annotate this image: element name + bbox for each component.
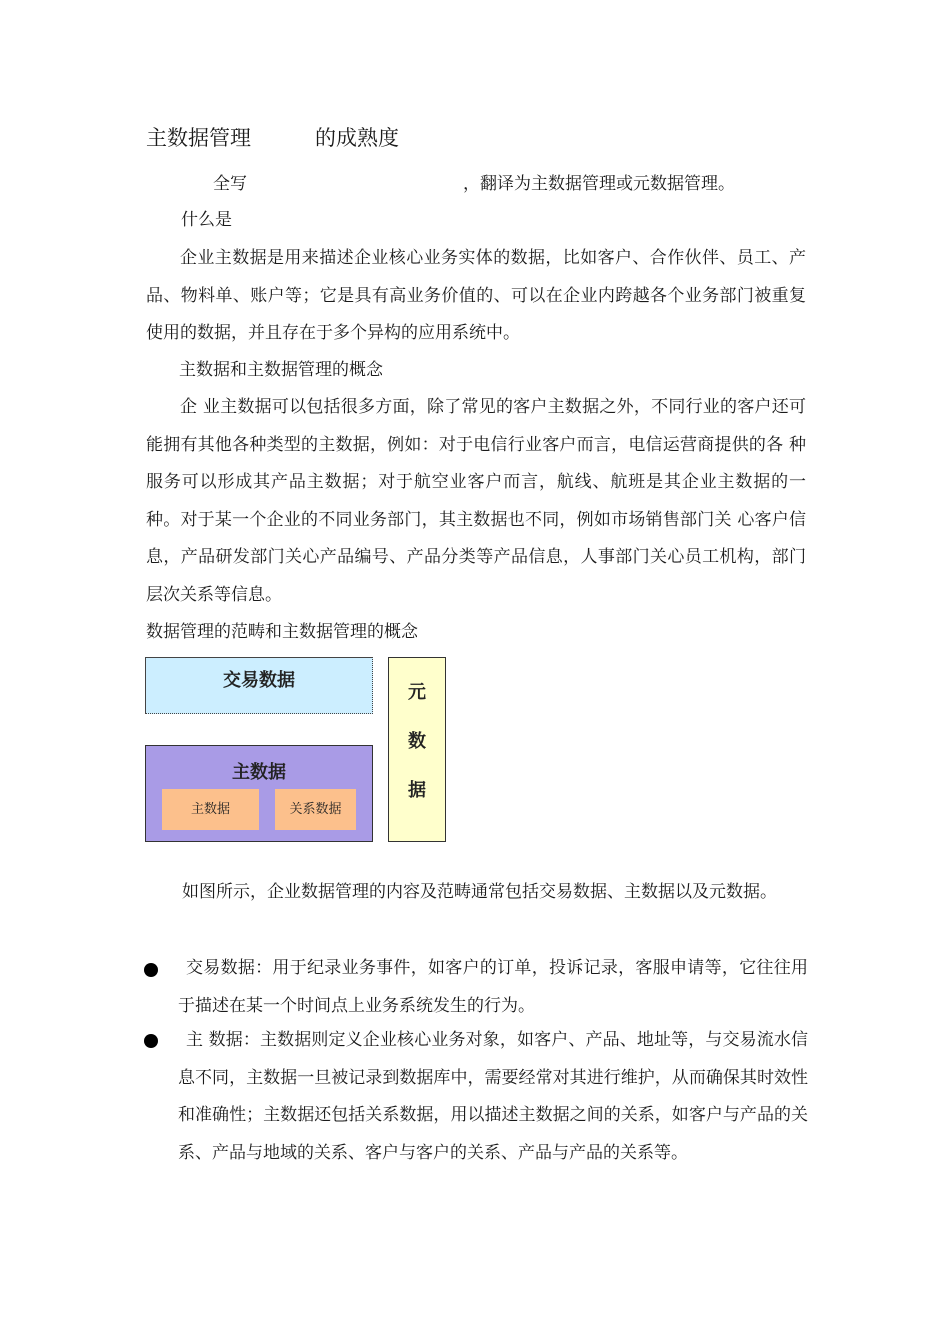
metadata-char: 元 bbox=[408, 682, 426, 703]
master-data-box bbox=[145, 745, 373, 842]
what-is-heading: 什么是 bbox=[181, 210, 232, 230]
metadata-char: 据 bbox=[408, 780, 426, 801]
definition-paragraph: 企业主数据是用来描述企业核心业务实体的数据，比如客户、合作伙伴、员工、产品、物料单、账户等；它是具有高业务价值的、可以在企业内跨越各个业务部门被重复使用的数据，并且存在于多个异构的应用系统中。 bbox=[146, 248, 806, 343]
transaction-data-label: 交易数据 bbox=[223, 670, 295, 691]
page-title: 主数据管理 bbox=[146, 126, 251, 150]
bullet-dot-icon bbox=[144, 1034, 158, 1048]
bullet-transaction: 交易数据：用于纪录业务事件，如客户的订单，投诉记录，客服申请等，它往往用于描述在某一个时间点上业务系统发生的行为。 bbox=[178, 958, 808, 1016]
metadata-box bbox=[388, 657, 446, 842]
concept-paragraph: 企 业主数据可以包括很多方面，除了常见的客户主数据之外，不同行业的客户还可能拥有其他各种类型的主数据，例如：对于电信行业客户而言，电信运营商提供的各 种服务可以形成其产品主数据；对于航空业客户而言，航线、航班是其企业主数据的一种。对于某一个企业的不同业务部门，其主数据也不同，例如市场销售部门关 心客户信息，产品研发部门关心产品编号、产品分类等产品信息，人事部门关心员工机构，部门层次关系等信息。 bbox=[146, 397, 806, 605]
bullet-master: 主 数据：主数据则定义企业核心业务对象，如客户、产品、地址等，与交易流水信息不同，主数据一旦被记录到数据库中，需要经常对其进行维护，从而确保其时效性 和准确性；主数据还包括关系数据，用以描述主数据之间的关系，如客户与产品的关系、产品与地域的关系、客户与客户的关系、产品与产品的关系等。 bbox=[178, 1030, 808, 1163]
bullet-dot-icon bbox=[144, 963, 158, 977]
fullname-prefix: 全写 bbox=[213, 174, 247, 194]
relation-data-box: 关系数据 bbox=[275, 789, 356, 830]
page-title-suffix: 的成熟度 bbox=[315, 126, 399, 150]
transaction-data-box bbox=[145, 657, 373, 714]
figure-paragraph: 如图所示，企业数据管理的内容及范畴通常包括交易数据、主数据以及元数据。 bbox=[182, 882, 777, 902]
master-sub-box: 主数据 bbox=[162, 789, 259, 830]
metadata-char: 数 bbox=[408, 731, 426, 752]
concept-heading: 主数据和主数据管理的概念 bbox=[179, 360, 383, 380]
translation-text: ，翻译为主数据管理或元数据管理。 bbox=[463, 174, 735, 194]
figure-caption: 数据管理的范畴和主数据管理的概念 bbox=[146, 622, 418, 642]
master-data-label: 主数据 bbox=[232, 762, 286, 783]
